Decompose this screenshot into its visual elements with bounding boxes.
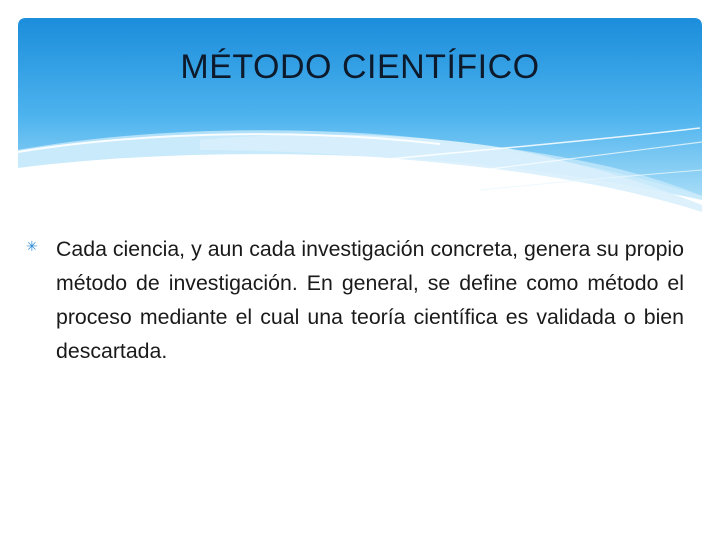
bullet-list	[26, 232, 684, 368]
asterisk-bullet-icon: ✳	[26, 239, 38, 255]
bullet-item	[26, 232, 684, 368]
bullet-text: Cada ciencia, y aun cada investigación concreta, genera su propio método de investigación. En general, se define como método el proceso mediante el cual una teoría científica es validada o bien descartada.	[56, 237, 684, 363]
slide-title: MÉTODO CIENTÍFICO	[180, 48, 540, 86]
header-wave-background	[0, 0, 720, 220]
